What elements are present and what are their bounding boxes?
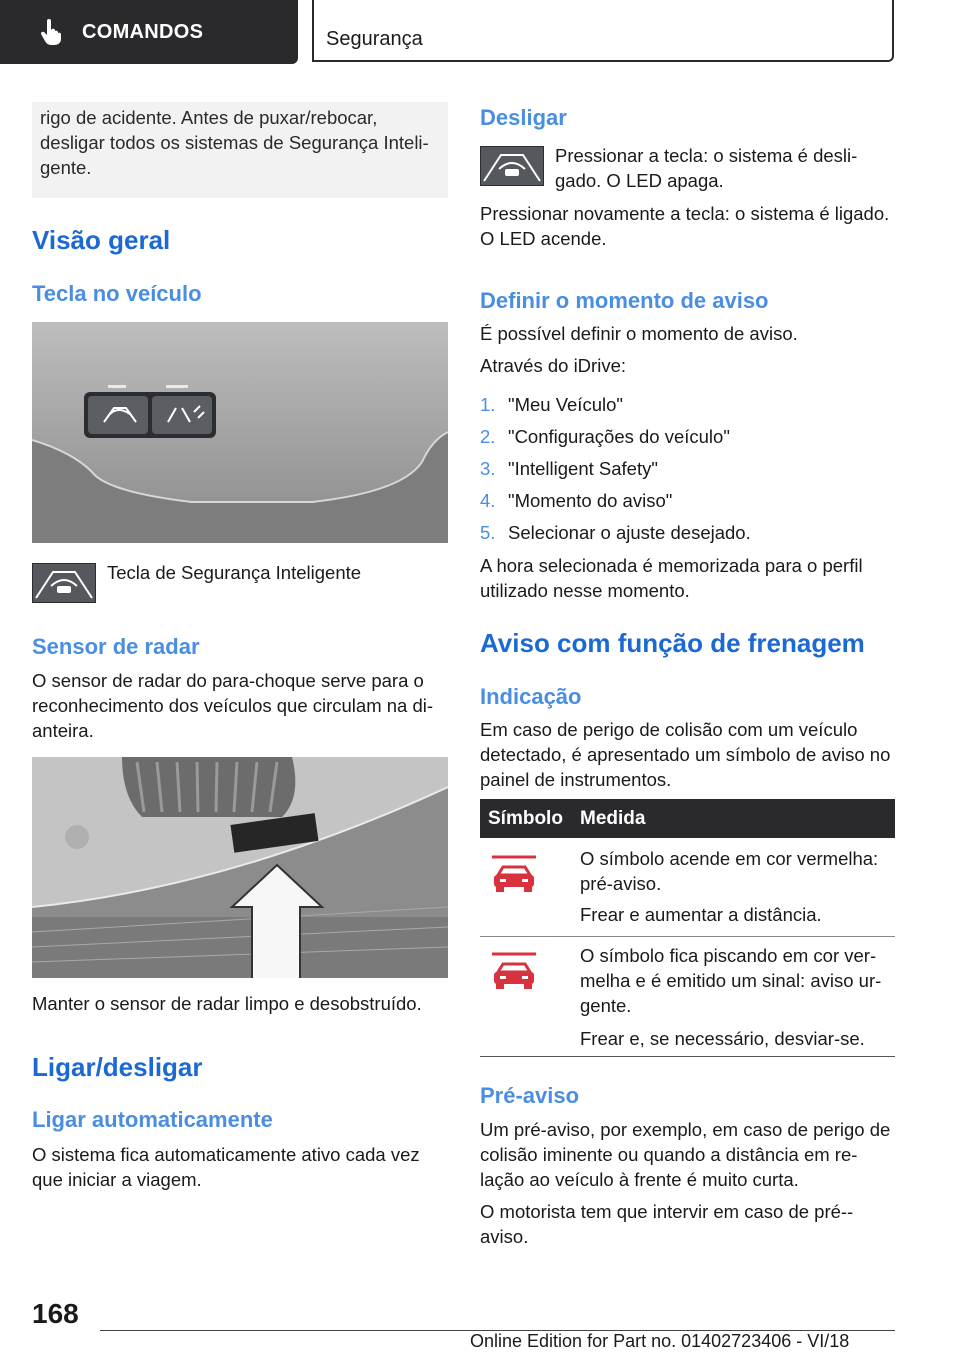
- table-row-1-measure-b: Frear e aumentar a distância.: [580, 904, 822, 925]
- warning-text: rigo de acidente. Antes de puxar/rebocar, desligar todos os sistemas de Segurança Inteli-gente.: [40, 107, 429, 178]
- heading-prewarn: Pré-aviso: [480, 1083, 580, 1108]
- memo-text: A hora selecionada é memorizada para o perfil utilizado nesse momento.: [480, 555, 863, 601]
- list-item[interactable]: 3. "Intelligent Safety": [480, 458, 658, 479]
- vehicle-button-photo: [32, 322, 448, 543]
- heading-display: Indicação: [480, 684, 582, 709]
- prewarn-text: Um pré-aviso, por exemplo, em caso de perigo de colisão iminente ou quando a distância em re-lação ao veículo à frente é muito curta.: [480, 1119, 891, 1190]
- page-number: 168: [32, 1298, 79, 1329]
- footer-edition: Online Edition for Part no. 01402723406 - VI/18: [470, 1331, 850, 1351]
- red-car-warning-icon: [488, 855, 540, 900]
- col-symbol: Símbolo: [488, 808, 563, 829]
- chapter-tab-label: Segurança: [326, 28, 423, 50]
- list-item[interactable]: 5. Selecionar o ajuste desejado.: [480, 522, 751, 543]
- heading-button: Tecla no veículo: [32, 281, 202, 306]
- radar-caption: Manter o sensor de radar limpo e desobstruído.: [32, 993, 422, 1014]
- bumper-radar-photo: [32, 757, 448, 978]
- idrive-steps: [480, 389, 751, 549]
- list-item[interactable]: 4. "Momento do aviso": [480, 490, 673, 511]
- car-distance-icon: [480, 146, 544, 186]
- button-caption: Tecla de Segurança Inteligente: [107, 562, 362, 583]
- col-measure: Medida: [580, 808, 646, 829]
- section-tab[interactable]: [0, 0, 298, 64]
- auto-text: O sistema fica automaticamente ativo cada vez que iniciar a viagem.: [32, 1144, 420, 1190]
- display-text: Em caso de perigo de colisão com um veículo detectado, é apresentado um símbolo de aviso no painel de instrumentos.: [480, 719, 891, 790]
- red-car-warning-icon: [488, 952, 540, 997]
- table-row-2-measure-a: O símbolo fica piscando em cor ver-melha e é emitido um sinal: aviso ur-gente.: [580, 945, 882, 1016]
- car-distance-icon: [32, 563, 96, 603]
- off-text: Pressionar a tecla: o sistema é desli-gado. O LED apaga.: [555, 145, 858, 191]
- heading-auto: Ligar automaticamente: [32, 1107, 273, 1132]
- hand-pointer-icon: [40, 19, 62, 45]
- section-tab-label: COMANDOS: [82, 20, 204, 43]
- off-text-2: Pressionar novamente a tecla: o sistema é ligado. O LED acende.: [480, 203, 890, 249]
- list-item[interactable]: 1. "Meu Veículo": [480, 394, 623, 415]
- table-row-1-measure-a: O símbolo acende em cor vermelha: pré-aviso.: [580, 848, 879, 894]
- heading-overview: Visão geral: [32, 225, 171, 255]
- list-item[interactable]: 2. "Configurações do veículo": [480, 426, 730, 447]
- timing-text: É possível definir o momento de aviso.: [480, 323, 798, 344]
- heading-onoff: Ligar/desligar: [32, 1052, 203, 1082]
- radar-text: O sensor de radar do para-choque serve para o reconhecimento dos veículos que circulam na di-anteira.: [32, 670, 434, 741]
- warning-box: [32, 102, 448, 198]
- table-row-2-measure-b: Frear e, se necessário, desviar-se.: [580, 1028, 865, 1049]
- table-divider: [480, 936, 895, 937]
- heading-off: Desligar: [480, 105, 567, 130]
- heading-radar: Sensor de radar: [32, 634, 200, 659]
- chapter-tab[interactable]: [312, 0, 894, 62]
- prewarn-text-2: O motorista tem que intervir em caso de pré--aviso.: [480, 1201, 854, 1247]
- heading-brake: Aviso com função de frenagem: [480, 628, 865, 658]
- table-header: [480, 799, 895, 838]
- table-bottom-line: [480, 1056, 895, 1057]
- heading-timing: Definir o momento de aviso: [480, 288, 769, 313]
- idrive-text: Através do iDrive:: [480, 355, 626, 376]
